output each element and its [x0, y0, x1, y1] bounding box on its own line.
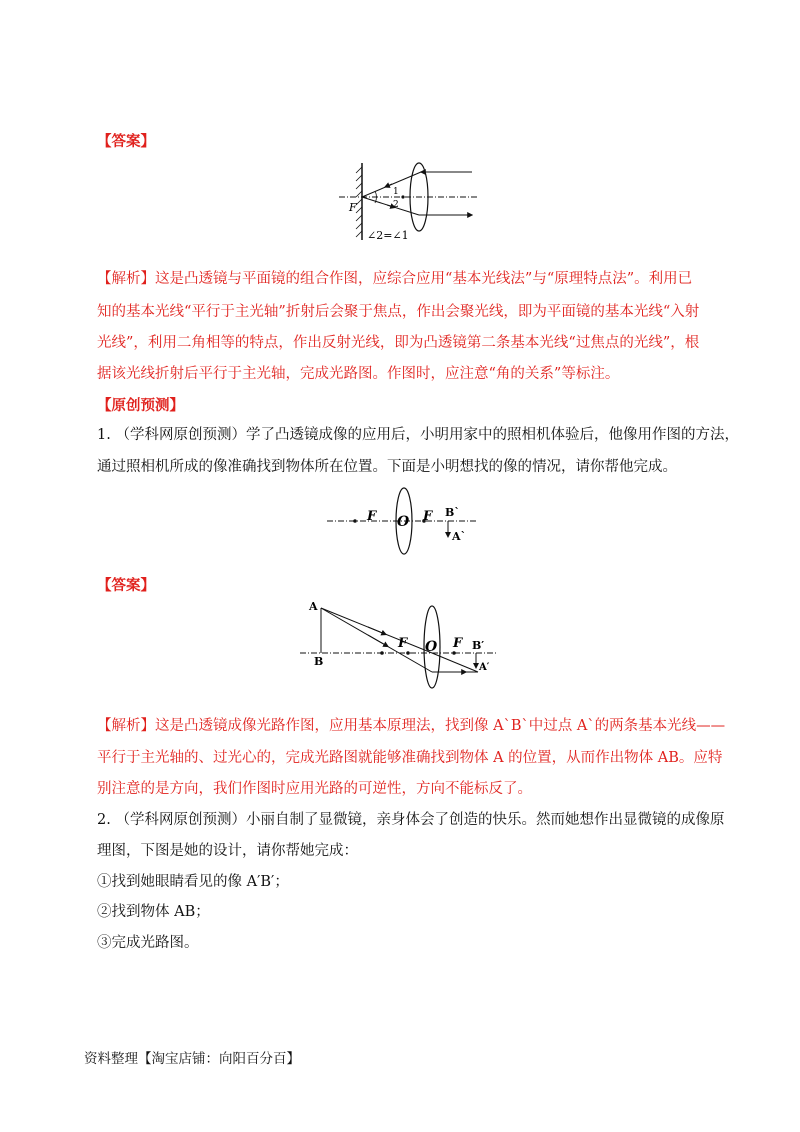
- focus-right-label: F: [423, 509, 433, 524]
- question-1-line-1: 1. （学科网原创预测）学了凸透镜成像的应用后，小明用家中的照相机体验后，他像用作图的方法，: [97, 427, 739, 443]
- image-a-label: A′: [479, 662, 490, 673]
- focus-left-label: F: [398, 636, 408, 651]
- focus-right-label: F: [453, 636, 463, 651]
- object-b-label: B: [314, 655, 324, 668]
- image-a-label: A`: [452, 530, 467, 543]
- question-2-line-2: 理图，下图是她的设计，请你帮她完成：: [97, 843, 358, 859]
- question-2-step-2: ②找到物体 AB；: [97, 904, 210, 920]
- focus-label: F: [349, 201, 357, 214]
- analysis-2-line-1: 【解析】这是凸透镜成像光路作图，应用基本原理法，找到像 A`B`中过点 A`的两条基本光线——: [97, 718, 726, 734]
- question-2-step-3: ③完成光路图。: [97, 935, 199, 951]
- section-heading: 【原创预测】: [97, 397, 184, 414]
- analysis-2-line-2: 平行于主光轴的、过光心的，完成光路图就能够准确找到物体 A 的位置，从而作出物体 AB。应特: [97, 750, 723, 766]
- analysis-2-line-3: 别注意的是方向，我们作图时应用光路的可逆性，方向不能标反了。: [97, 781, 532, 797]
- analysis-1-line-4: 据该光线折射后平行于主光轴，完成光路图。作图时，应注意“角的关系”等标注。: [97, 366, 620, 382]
- analysis-1-line-1: 【解析】这是凸透镜与平面镜的组合作图，应综合应用“基本光线法”与“原理特点法”。利用已: [97, 271, 693, 287]
- lens-image-figure: [325, 488, 485, 558]
- answer-heading: 【答案】: [97, 577, 155, 594]
- image-b-label: B′: [472, 639, 485, 652]
- lens-mirror-figure: [337, 155, 497, 245]
- optical-center-label: O: [425, 639, 438, 655]
- focus-left-label: F: [367, 509, 377, 524]
- question-2-line-1: 2. （学科网原创预测）小丽自制了显微镜，亲身体会了创造的快乐。然而她想作出显微镜的成像原: [97, 812, 725, 828]
- lens-ray-figure: [298, 598, 508, 693]
- angle-1-label: 1: [393, 187, 399, 197]
- image-b-label: B`: [445, 506, 460, 519]
- analysis-1-line-2: 知的基本光线“平行于主光轴”折射后会聚于焦点，作出会聚光线，即为平面镜的基本光线“入射: [97, 304, 700, 320]
- optical-center-label: O: [397, 514, 410, 530]
- analysis-1-line-3: 光线”，利用二角相等的特点，作出反射光线，即为凸透镜第二条基本光线“过焦点的光线”，根: [97, 335, 700, 351]
- angle-2-label: 2: [393, 200, 399, 210]
- angle-relation-caption: ∠2=∠1: [367, 229, 409, 242]
- page-footer: 资料整理【淘宝店铺：向阳百分百】: [84, 1051, 300, 1067]
- object-a-label: A: [309, 600, 318, 613]
- answer-heading: 【答案】: [97, 133, 155, 150]
- question-1-line-2: 通过照相机所成的像准确找到物体所在位置。下面是小明想找的像的情况，请你帮他完成。: [97, 459, 677, 475]
- question-2-step-1: ①找到她眼睛看见的像 A′B′；: [97, 874, 289, 890]
